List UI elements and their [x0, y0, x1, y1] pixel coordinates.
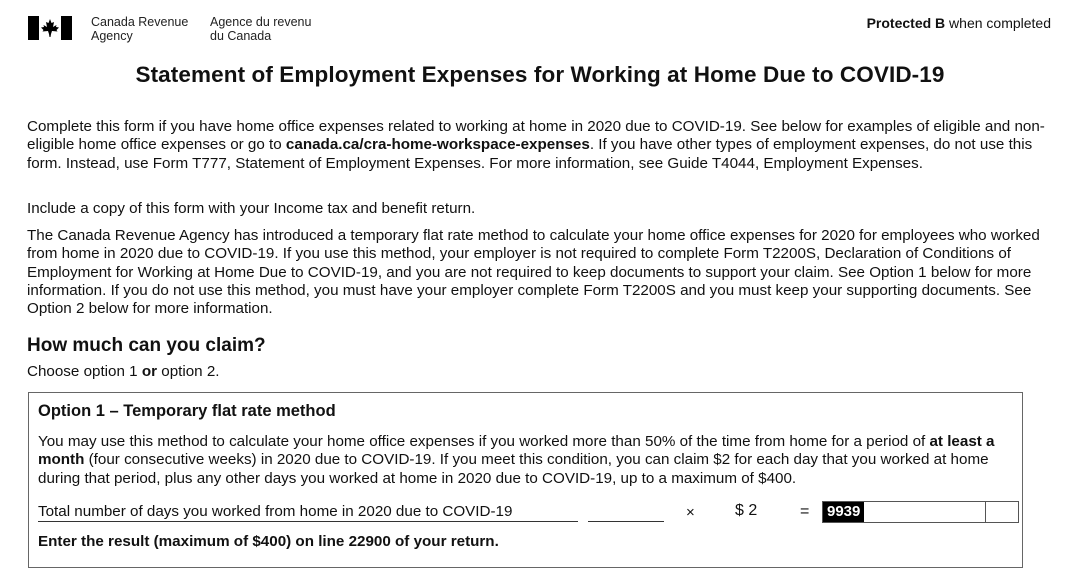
- intro-p1-link[interactable]: canada.ca/cra-home-workspace-expenses: [285, 136, 590, 154]
- protected-label: [867, 15, 1051, 31]
- intro-paragraph-2: Include a copy of this form with your Income tax and benefit return.: [27, 200, 476, 217]
- intro-paragraph-3: The Canada Revenue Agency has introduced a temporary flat rate method to calculate your home office expenses for 2020 for employees who worked from home in 2020 due to COVID-19. If you use this method, your employer is not required to complete Form T2200S, Declaration of Conditions of Employment for Working at Home Due to COVID-19, and you are not required to keep documents to support your claim. See Option 1 below for more information. If you do not use this method, you must have your employer complete Form T2200S and you must keep your supporting documents. See Option 2 below for more information.: [27, 227, 1040, 318]
- days-worked-input[interactable]: [588, 503, 664, 522]
- enter-result-instruction: Enter the result (maximum of $400) on line 22900 of your return.: [38, 533, 499, 550]
- result-value: 9939: [823, 502, 864, 522]
- choose-option-text: [27, 363, 1057, 381]
- agency-name-fr: [210, 15, 311, 43]
- daily-rate: $ 2: [735, 502, 758, 519]
- equals-sign: =: [800, 503, 810, 520]
- protected-label-rest: when completed: [945, 15, 1051, 31]
- canada-flag-icon: [28, 16, 72, 40]
- option1-text-bold: at least a month: [38, 433, 995, 469]
- option1-title: Option 1 – Temporary flat rate method: [38, 402, 336, 420]
- choose-text-or: or: [141, 363, 158, 380]
- agency-name-en: [91, 15, 188, 43]
- form-title: Statement of Employment Expenses for Working at Home Due to COVID-19: [135, 62, 945, 87]
- agency-en-line1: Canada Revenue: [91, 15, 189, 29]
- protected-label-bold: Protected B: [866, 15, 946, 31]
- option1-description: [38, 433, 1028, 488]
- choose-text-a: Choose option 1: [27, 363, 142, 380]
- option1-text-b: (four consecutive weeks) in 2020 due to COVID-19. If you meet this condition, you can claim $2 for each day that you worked at home during that period, plus any other days you worked at home in 2020 due to COVID-19, up to a maximum of $400.: [38, 451, 989, 487]
- agency-en-line2: Agency: [91, 29, 133, 43]
- intro-p1-text-a: Complete this form if you have home office expenses related to working at home in 2020 due to COVID-19. See below for examples of eligible and non-eligible home office expenses or go to: [27, 118, 1045, 154]
- intro-paragraph-1: [27, 118, 1057, 173]
- choose-text-b: option 2.: [157, 363, 220, 380]
- agency-fr-line2: du Canada: [210, 29, 272, 43]
- agency-fr-line1: Agence du revenu: [210, 15, 312, 29]
- intro-p1-text-b: . If you have other types of employment expenses, do not use this form. Instead, use Form T777, Statement of Employment Expenses. For more information, see Guide T4044, Employment Expenses.: [27, 136, 1033, 172]
- days-worked-label: Total number of days you worked from home in 2020 due to COVID-19: [38, 503, 578, 522]
- cents-divider: [985, 501, 986, 523]
- option1-text-a: You may use this method to calculate your home office expenses if you worked more than 50% of the time from home for a period of: [38, 433, 930, 450]
- claim-heading: How much can you claim?: [27, 335, 266, 356]
- multiply-sign: ×: [686, 504, 695, 521]
